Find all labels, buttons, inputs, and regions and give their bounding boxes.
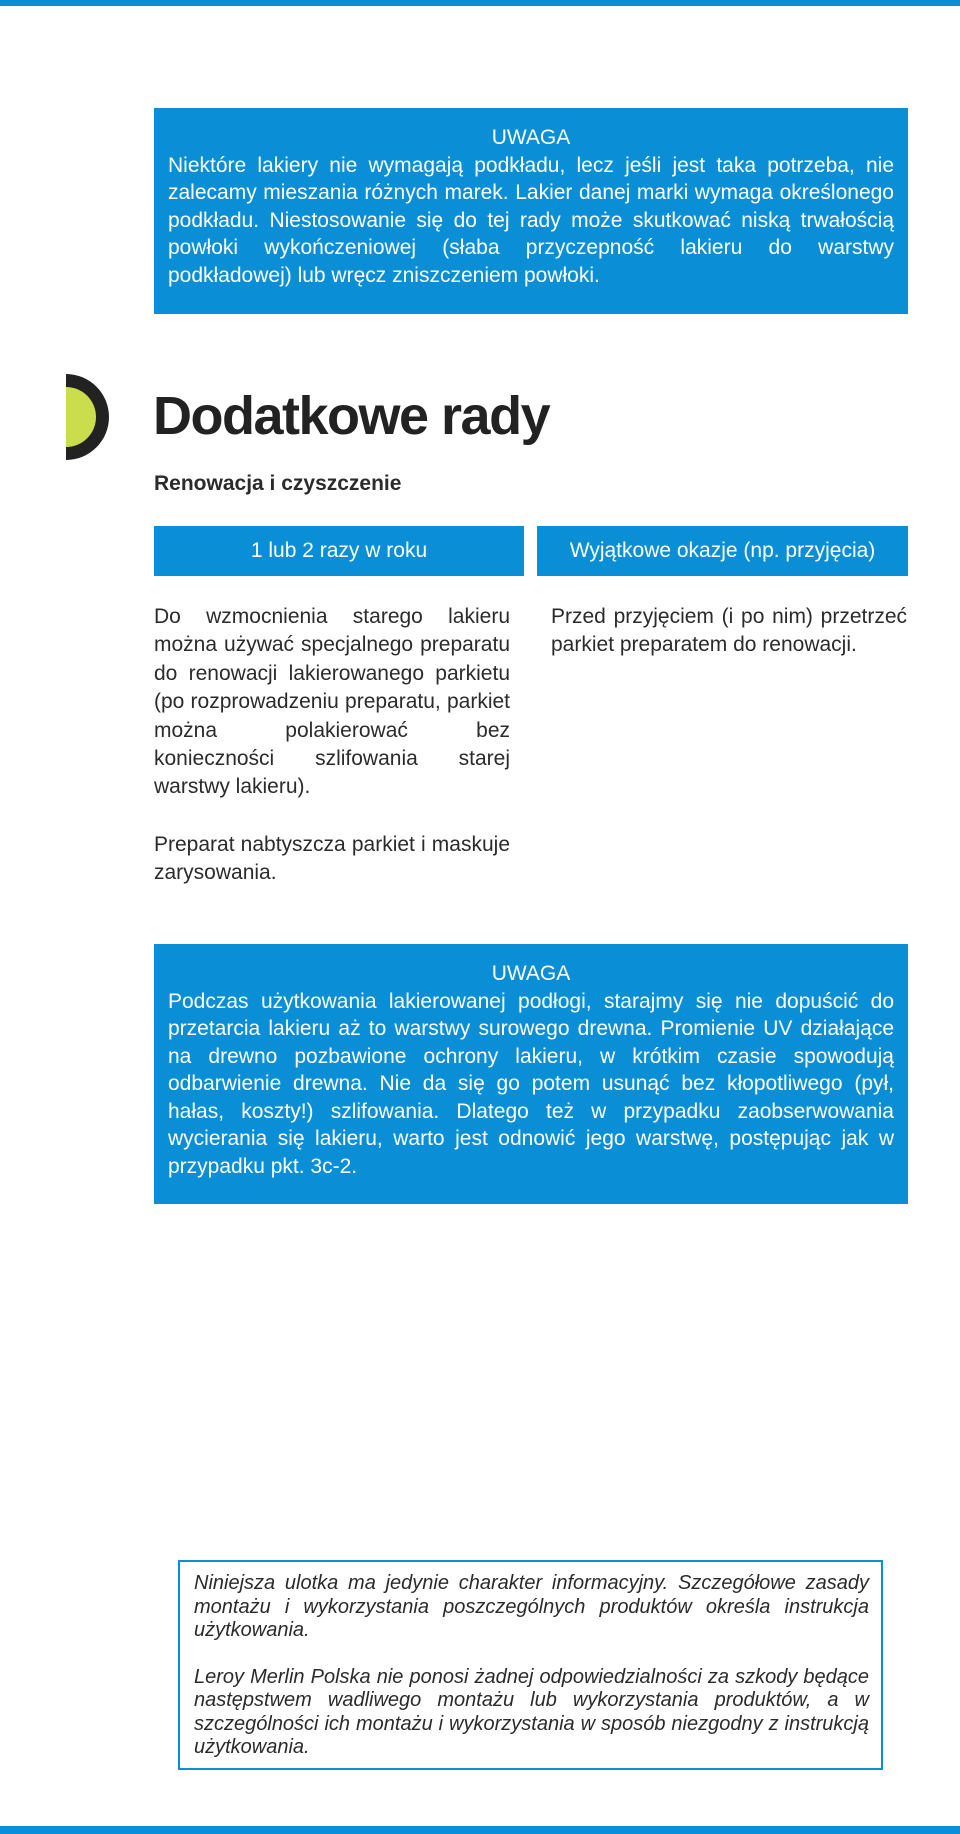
disclaimer-paragraph: Leroy Merlin Polska nie ponosi żadnej odpowiedzialności za szkody będące następstwem wadliwego montażu lub wykorzystania produktów, a w szczególności ich montażu i wykorzystania w sposób niezgodny z instrukcją użytkowania.	[194, 1665, 869, 1758]
notice-box-bottom	[154, 944, 908, 1204]
column-yearly-paragraph: Do wzmocnienia starego lakieru można używać specjalnego preparatu do renowacji lakierowanego parkietu (po rozprowadzeniu preparatu, parkiet można polakierować bez konieczności szlifowania starej warstwy lakieru).	[154, 605, 510, 799]
section-marker-icon	[66, 374, 110, 460]
column-special-occasions-paragraph: Przed przyjęciem (i po nim) przetrzeć parkiet preparatem do renowacji.	[551, 605, 907, 657]
section-subheading: Renowacja i czyszczenie	[154, 472, 402, 495]
top-accent-bar	[0, 0, 960, 6]
disclaimer-box	[178, 1560, 883, 1770]
section-heading: Dodatkowe rady	[153, 386, 550, 446]
bottom-accent-bar	[0, 1826, 960, 1834]
notice-box-top	[154, 108, 908, 314]
column-header-yearly: 1 lub 2 razy w roku	[154, 526, 524, 576]
notice-title: UWAGA	[491, 126, 571, 149]
notice-text: Podczas użytkowania lakierowanej podłogi, starajmy się nie dopuścić do przetarcia lakieru aż to warstwy surowego drewna. Promienie UV działające na drewno pozbawione ochrony lakieru, w krótkim czasie spowodują odbarwienie drewna. Nie da się go potem usunąć bez kłopotliwego (pył, hałas, koszty!) szlifowania. Dlatego też w przypadku zaobserwowania wycierania się lakieru, warto jest odnowić jego warstwę, postępując jak w przypadku pkt. 3c-2.	[168, 989, 894, 1178]
column-header-special-occasions: Wyjątkowe okazje (np. przyjęcia)	[537, 526, 908, 576]
disclaimer-paragraph: Niniejsza ulotka ma jedynie charakter informacyjny. Szczegółowe zasady montażu i wykorzystania poszczególnych produktów określa instrukcja użytkowania.	[194, 1572, 869, 1641]
notice-text: Niektóre lakiery nie wymagają podkładu, lecz jeśli jest taka potrzeba, nie zalecamy mieszania różnych marek. Lakier danej marki wymaga określonego podkładu. Niestosowanie się do tej rady może skutkować niską trwałością powłoki wykończeniowej (słaba przyczepność lakieru do warstwy podkładowej) lub wręcz zniszczeniem powłoki.	[168, 153, 894, 287]
column-yearly-paragraph: Preparat nabtyszcza parkiet i maskuje zarysowania.	[154, 833, 510, 885]
notice-title: UWAGA	[491, 962, 571, 985]
